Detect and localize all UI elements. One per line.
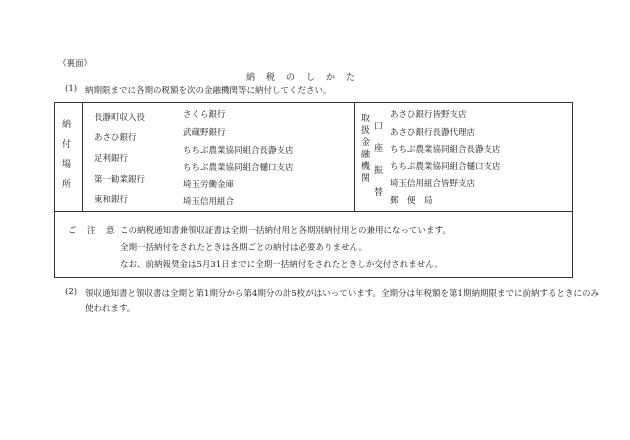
item2-text-line2: 使われます。 bbox=[85, 304, 136, 314]
account-transfer-label: 口 座 振 替 bbox=[374, 122, 384, 198]
item1-number: (1) bbox=[65, 84, 78, 94]
payment-place-item: ちちぶ農業協同組合長瀞支店 bbox=[183, 146, 294, 156]
transfer-place-item: ちちぶ農業協同組合樋口支店 bbox=[390, 162, 501, 172]
payment-place-item: さくら銀行 bbox=[183, 110, 226, 120]
note-line: この納税通知書兼領収証書は全期一括納付用と各期別納付用との兼用になっています。 bbox=[120, 226, 451, 236]
payment-place-item: 長瀞町収入役 bbox=[94, 113, 146, 123]
transfer-place-item: 郵 便 局 bbox=[390, 196, 433, 206]
page-side-label: （裏面） bbox=[58, 59, 93, 69]
transfer-section-divider bbox=[354, 102, 355, 211]
note-line: なお、前納報奨金は5月31日までに全期一括納付をされたときしか交付されません。 bbox=[120, 260, 443, 270]
payment-place-item: 埼玉労働金庫 bbox=[183, 180, 235, 190]
transfer-place-item: あさひ銀行長瀞代理店 bbox=[390, 128, 476, 138]
item2-number: (2) bbox=[65, 287, 78, 297]
payment-places-label: 納 付 場 所 bbox=[62, 120, 72, 190]
transfer-place-item: 埼玉信用組合皆野支店 bbox=[390, 179, 476, 189]
table-divider bbox=[54, 211, 573, 212]
payment-place-item: 足利銀行 bbox=[94, 154, 129, 164]
payment-place-item: あさひ銀行 bbox=[94, 133, 137, 143]
payment-place-item: 埼玉信用組合 bbox=[183, 197, 235, 207]
note-line: 全期一括納付をされたときは各期ごとの納付は必要ありません。 bbox=[120, 243, 368, 253]
notes-label: ご 注 意 bbox=[68, 226, 116, 236]
transfer-place-item: あさひ銀行皆野支店 bbox=[390, 110, 467, 120]
payment-label-divider bbox=[82, 102, 83, 211]
transfer-institutions-label: 取 扱 金 融 機 関 bbox=[361, 114, 371, 184]
payment-place-item: 第一勧業銀行 bbox=[94, 175, 146, 185]
transfer-place-item: ちちぶ農業協同組合長瀞支店 bbox=[390, 145, 501, 155]
item2-text-line1: 領収通知書と領収書は全期と第1期分から第4期分の計5枚がはいっています。全期分は年税額を第1期納期限までに前納するときにのみ bbox=[85, 289, 599, 299]
payment-place-item: 武蔵野銀行 bbox=[183, 128, 226, 138]
payment-place-item: 東和銀行 bbox=[94, 195, 129, 205]
page-title: 納 税 の し か た bbox=[246, 73, 357, 83]
item1-text: 納期限までに各期の税額を次の金融機関等に納付してください。 bbox=[85, 86, 332, 96]
payment-place-item: ちちぶ農業協同組合樋口支店 bbox=[183, 163, 294, 173]
